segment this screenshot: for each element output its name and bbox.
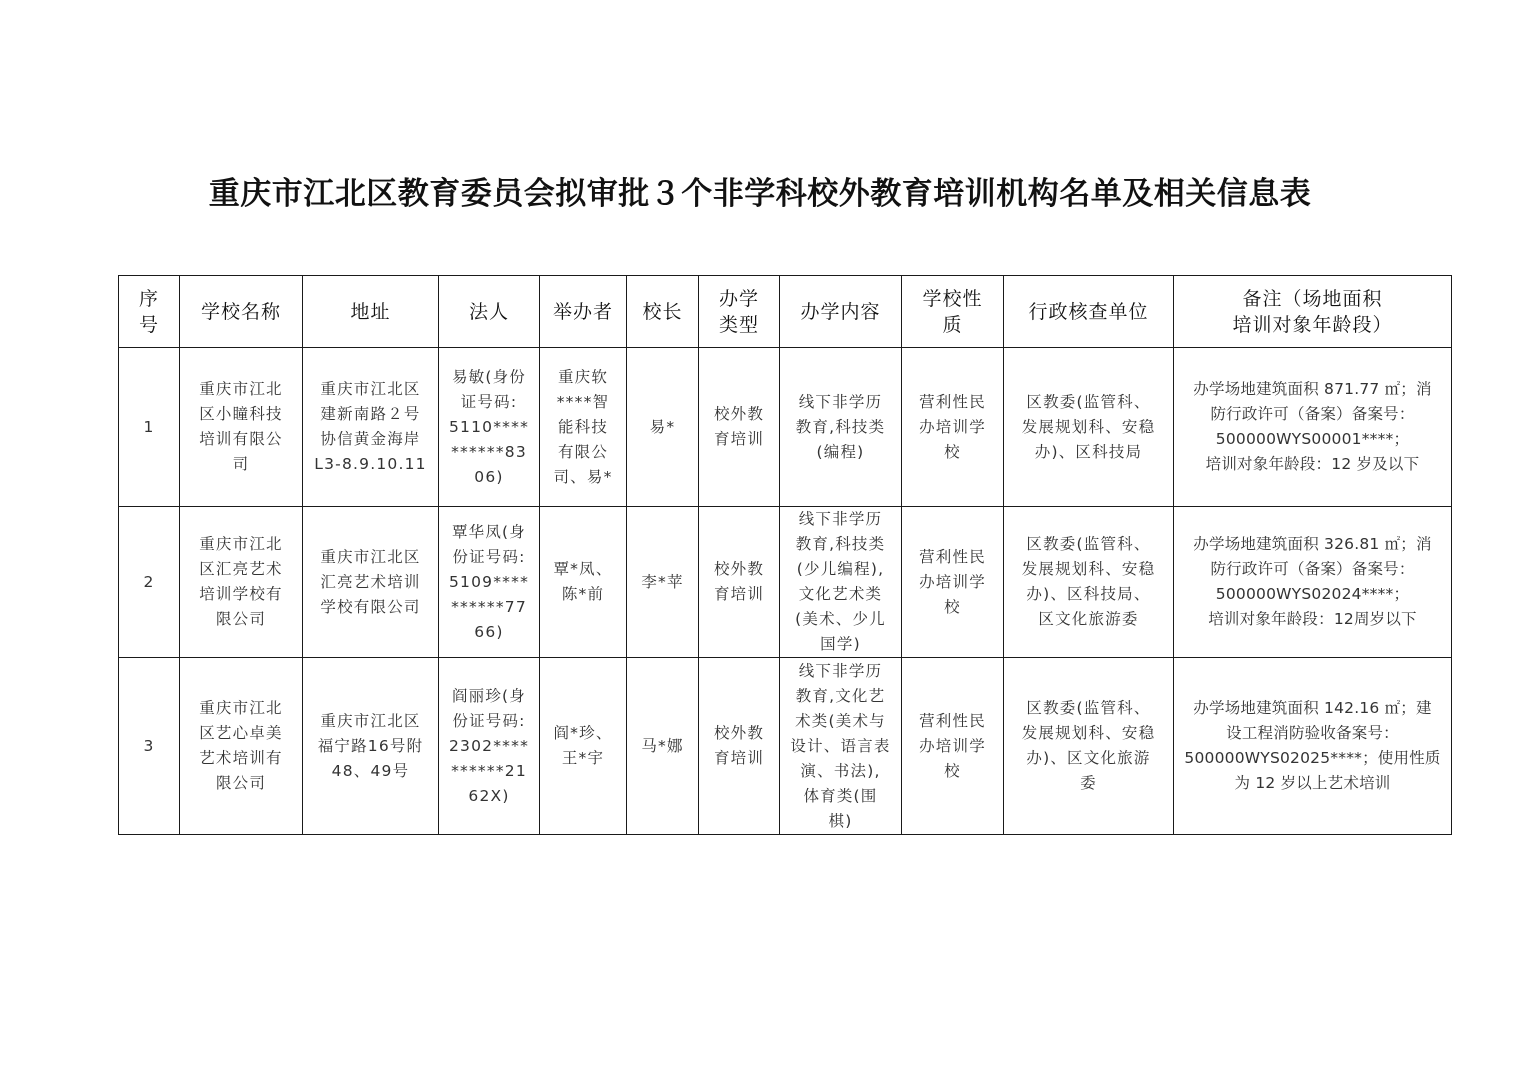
cell-legal-person: 阎丽珍(身 份证号码: 2302**** ******21 62X) [439,658,540,835]
cell-no: 2 [119,507,180,658]
table-row [119,348,1452,507]
header-content: 办学内容 [780,276,902,348]
cell-nature: 营利性民 办培训学 校 [902,658,1004,835]
cell-sponsor: 重庆软 ****智 能科技 有限公 司、易* [540,348,627,507]
institution-table [118,275,1452,835]
cell-school-name: 重庆市江北 区小瞳科技 培训有限公 司 [180,348,303,507]
cell-content: 线下非学历 教育,科技类 (少儿编程), 文化艺术类 (美术、少儿 国学) [780,507,902,658]
header-legal-person: 法人 [439,276,540,348]
cell-sponsor: 覃*凤、 陈*前 [540,507,627,658]
header-school-name: 学校名称 [180,276,303,348]
cell-authority: 区教委(监管科、 发展规划科、安稳 办)、区文化旅游 委 [1004,658,1174,835]
cell-school-name: 重庆市江北 区艺心卓美 艺术培训有 限公司 [180,658,303,835]
table-header-row [119,276,1452,348]
table-row [119,658,1452,835]
cell-nature: 营利性民 办培训学 校 [902,348,1004,507]
header-school-type: 办学 类型 [699,276,780,348]
cell-principal: 李*苹 [627,507,699,658]
header-no: 序 号 [119,276,180,348]
cell-school-type: 校外教 育培训 [699,348,780,507]
cell-nature: 营利性民 办培训学 校 [902,507,1004,658]
cell-note: 办学场地建筑面积 871.77 ㎡；消 防行政许可（备案）备案号： 500000WYS00001****； 培训对象年龄段：12 岁及以下 [1174,348,1452,507]
cell-no: 1 [119,348,180,507]
cell-principal: 马*娜 [627,658,699,835]
cell-content: 线下非学历 教育,科技类 (编程) [780,348,902,507]
page-title: 重庆市江北区教育委员会拟审批３个非学科校外教育培训机构名单及相关信息表 [208,176,1312,212]
cell-principal: 易* [627,348,699,507]
table-row [119,507,1452,658]
cell-school-type: 校外教 育培训 [699,658,780,835]
cell-sponsor: 阎*珍、 王*宇 [540,658,627,835]
cell-content: 线下非学历 教育,文化艺 术类(美术与 设计、语言表 演、书法), 体育类(围 棋) [780,658,902,835]
cell-school-name: 重庆市江北 区汇亮艺术 培训学校有 限公司 [180,507,303,658]
cell-legal-person: 覃华凤(身 份证号码: 5109**** ******77 66) [439,507,540,658]
cell-authority: 区教委(监管科、 发展规划科、安稳 办)、区科技局、 区文化旅游委 [1004,507,1174,658]
cell-no: 3 [119,658,180,835]
cell-address: 重庆市江北区 建新南路２号 协信黄金海岸 L3-8.9.10.11 [303,348,439,507]
header-note: 备注（场地面积 培训对象年龄段） [1174,276,1452,348]
cell-note: 办学场地建筑面积 326.81 ㎡；消 防行政许可（备案）备案号： 500000WYS02024****； 培训对象年龄段：12周岁以下 [1174,507,1452,658]
header-principal: 校长 [627,276,699,348]
header-authority: 行政核查单位 [1004,276,1174,348]
cell-legal-person: 易敏(身份 证号码: 5110**** ******83 06) [439,348,540,507]
cell-authority: 区教委(监管科、 发展规划科、安稳 办)、区科技局 [1004,348,1174,507]
header-address: 地址 [303,276,439,348]
header-nature: 学校性 质 [902,276,1004,348]
cell-note: 办学场地建筑面积 142.16 ㎡；建 设工程消防验收备案号： 500000WYS02025****；使用性质 为 12 岁以上艺术培训 [1174,658,1452,835]
cell-school-type: 校外教 育培训 [699,507,780,658]
cell-address: 重庆市江北区 福宁路16号附 48、49号 [303,658,439,835]
header-sponsor: 举办者 [540,276,627,348]
cell-address: 重庆市江北区 汇亮艺术培训 学校有限公司 [303,507,439,658]
